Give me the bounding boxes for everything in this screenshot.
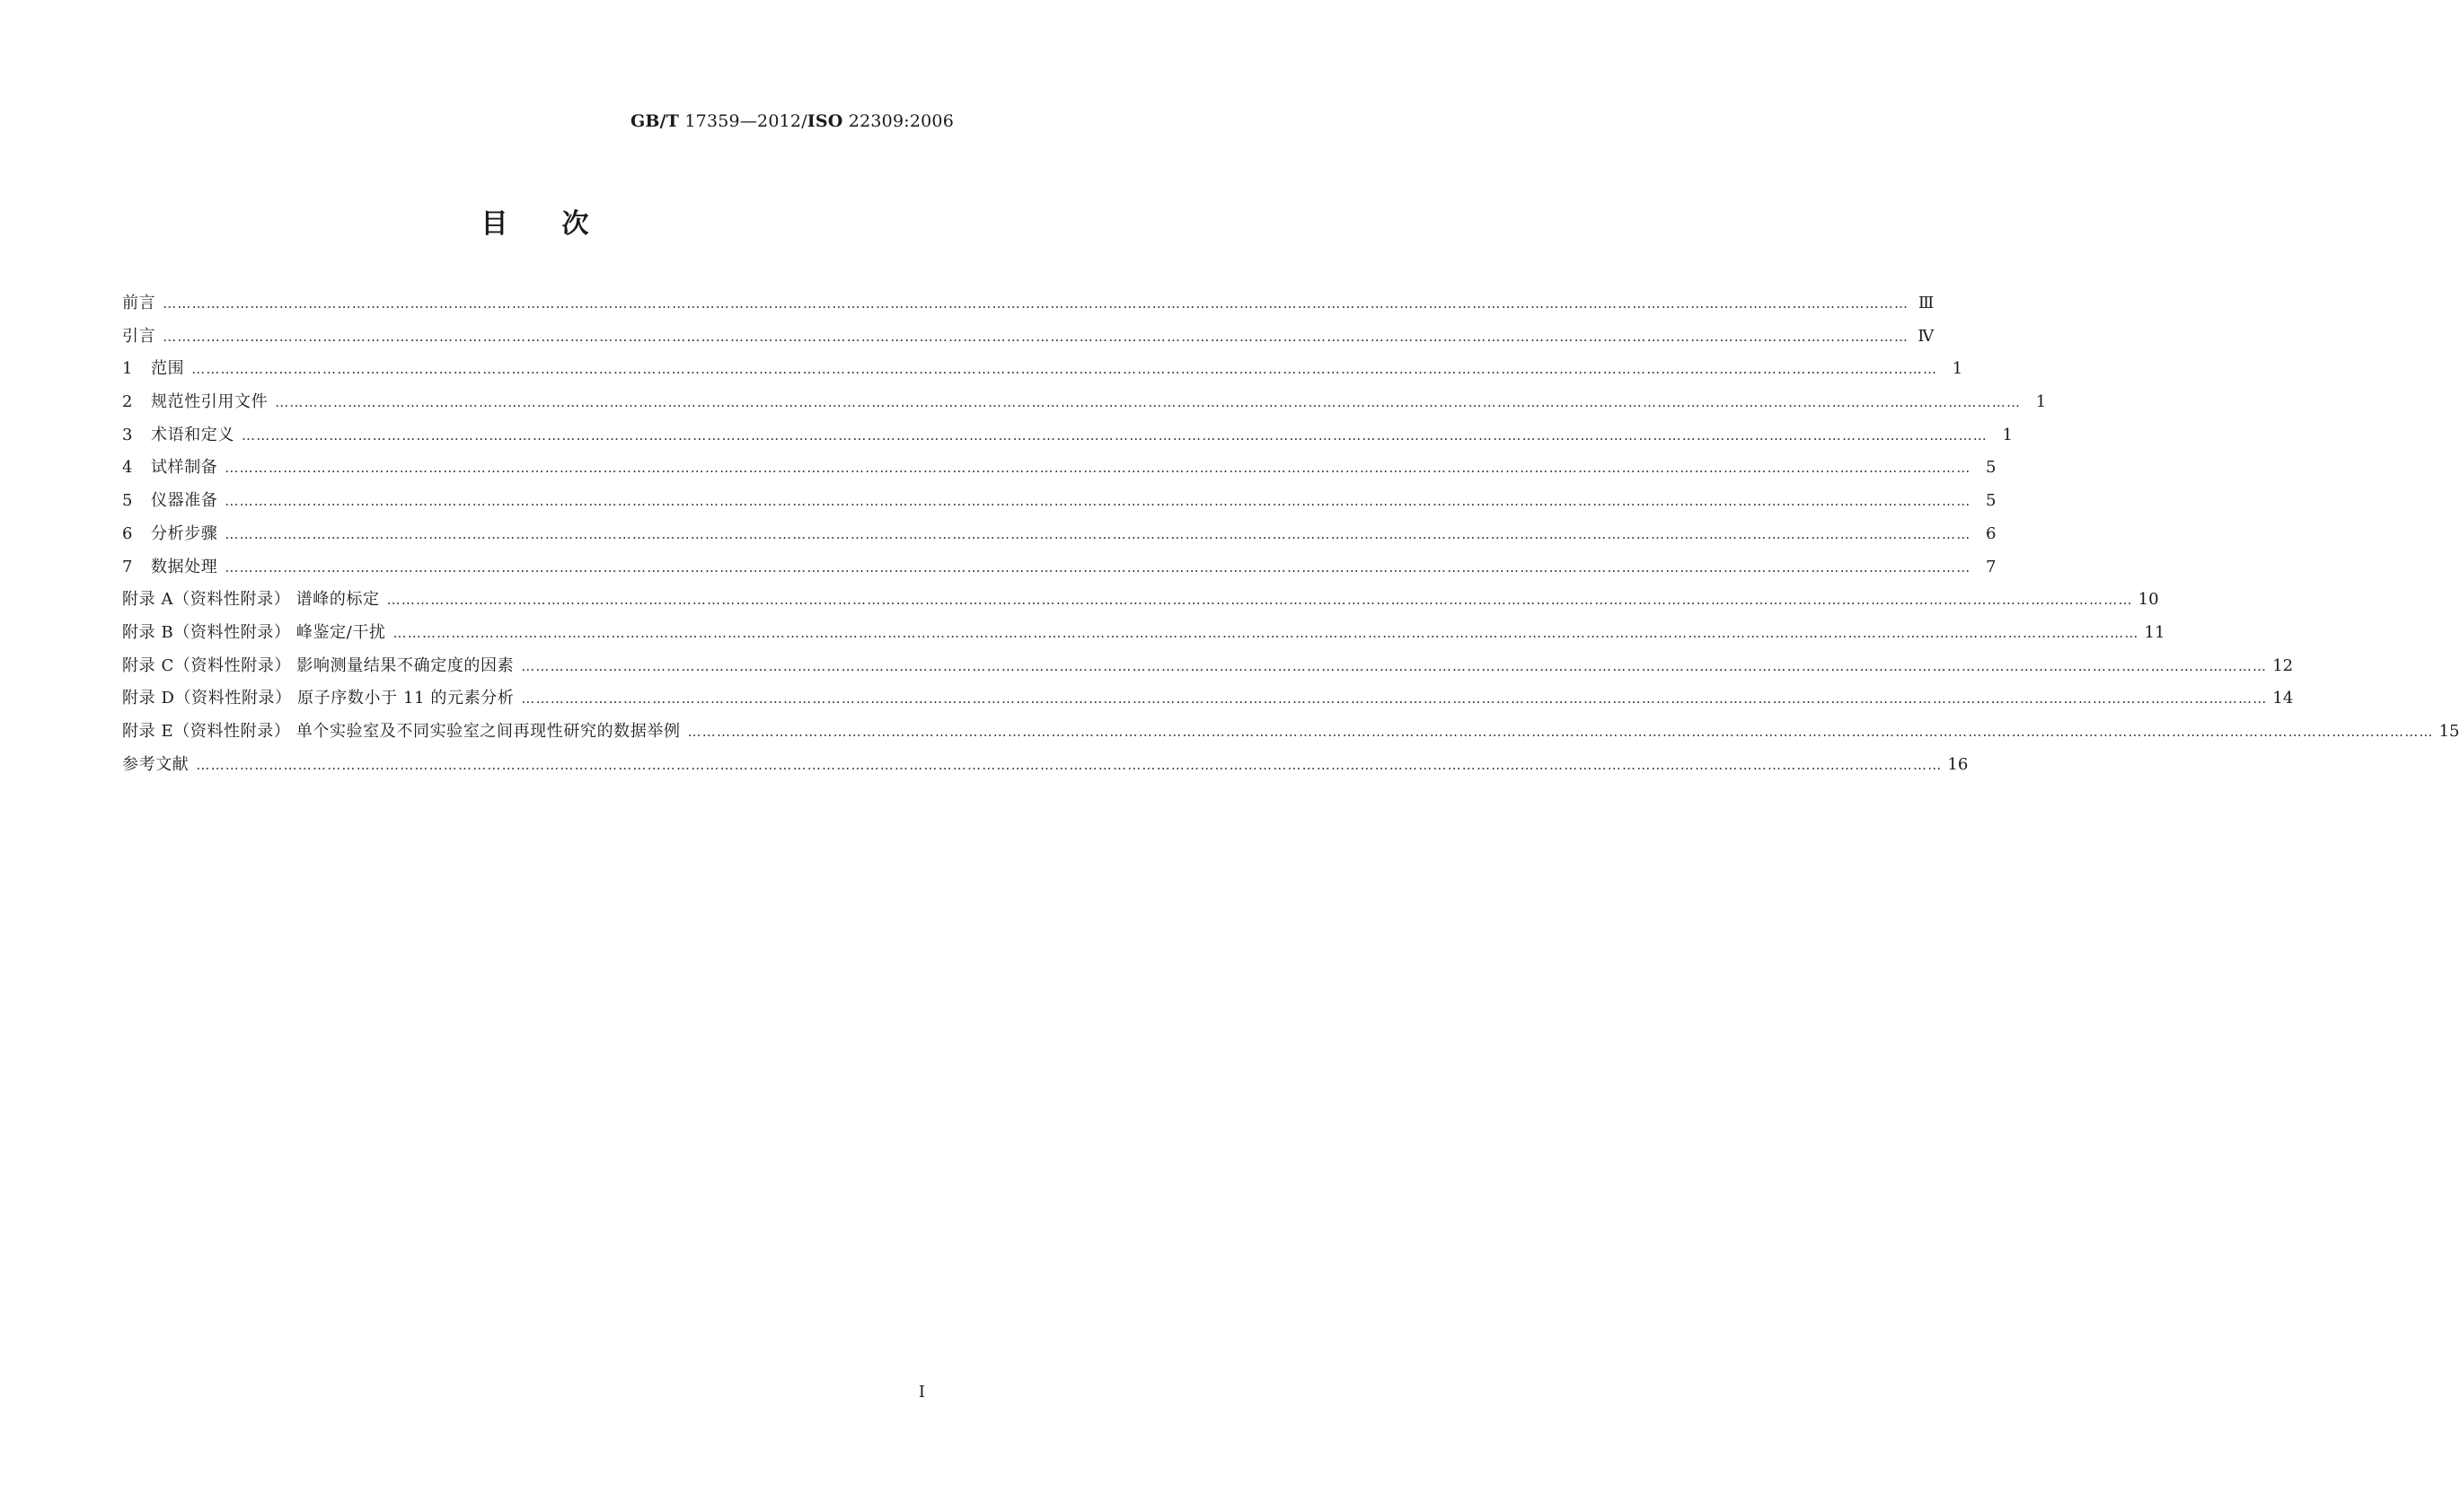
toc-entry-text: 术语和定义 (151, 425, 234, 444)
toc-dot-leader: ……………………………………………………………………………………………………………………………………………………………………………………………………………………………………………………………………………………………………………………………… (392, 624, 2139, 641)
toc-entry-label (122, 685, 514, 708)
toc-entry-label (122, 620, 386, 643)
toc-entry[interactable] (122, 389, 2047, 422)
standard-code-prefix: GB/T (630, 111, 680, 131)
toc-entry-page: 1 (1952, 359, 1963, 379)
toc-dot-leader: ……………………………………………………………………………………………………………………………………………………………………………………………………………………………………………………………………………………………………………………………… (163, 295, 1909, 312)
toc-entry-label (122, 521, 217, 544)
toc-entry-label (122, 454, 217, 478)
toc-entry-page: 1 (2002, 425, 2013, 444)
toc-entry[interactable] (122, 290, 1935, 323)
toc-entry[interactable] (122, 685, 2294, 718)
toc-entry[interactable] (122, 521, 1997, 554)
toc-entry-label (122, 488, 217, 511)
toc-entry-number: 2 (122, 392, 134, 412)
toc-entry-label (122, 323, 155, 347)
toc-entry-text: 附录 A（资料性附录） 谱峰的标定 (122, 590, 380, 610)
toc-entry-label (122, 586, 380, 610)
toc-entry-page: 12 (2272, 655, 2294, 675)
toc-entry-number: 4 (122, 458, 134, 478)
toc-entry-page: 5 (1985, 491, 1997, 511)
toc-entry-page: Ⅳ (1918, 326, 1935, 346)
toc-entry-text: 分析步骤 (151, 523, 218, 543)
toc-dot-leader: ……………………………………………………………………………………………………………………………………………………………………………………………………………………………………………………………………………………………………………………………… (275, 394, 2022, 411)
toc-entry-page: 16 (1947, 754, 1969, 774)
toc-dot-leader: ……………………………………………………………………………………………………………………………………………………………………………………………………………………………………………………………………………………………………………………………… (225, 558, 1971, 576)
toc-dot-leader: ……………………………………………………………………………………………………………………………………………………………………………………………………………………………………………………………………………………………………………………………… (521, 690, 2268, 708)
toc-entry-number: 3 (122, 425, 134, 444)
toc-entry[interactable] (122, 653, 2294, 686)
toc-entry-page: 6 (1985, 523, 1997, 543)
page-number: I (918, 1383, 925, 1402)
toc-entry[interactable] (122, 422, 2013, 455)
toc-entry-text: 附录 B（资料性附录） 峰鉴定/干扰 (122, 622, 386, 642)
standard-code-number: 17359—2012/ (679, 111, 807, 131)
toc-entry-text: 仪器准备 (151, 491, 218, 511)
toc-entry-label (122, 653, 514, 676)
toc-entry-text: 范围 (151, 359, 185, 379)
toc-dot-leader: ……………………………………………………………………………………………………………………………………………………………………………………………………………………………………………………………………………………………………………………………… (225, 493, 1971, 510)
toc-entry-label (122, 290, 155, 313)
toc-entry-page: 14 (2272, 689, 2294, 708)
toc-entry-page: 11 (2144, 622, 2165, 642)
iso-prefix: ISO (807, 111, 843, 131)
toc-dot-leader: ……………………………………………………………………………………………………………………………………………………………………………………………………………………………………………………………………………………………………………………………… (225, 525, 1971, 542)
title-char-2: 次 (561, 208, 589, 240)
toc-entry-page: 7 (1985, 557, 1997, 576)
toc-entry-page: 5 (1985, 458, 1997, 478)
toc-entry-text: 参考文献 (122, 754, 190, 774)
toc-entry-text: 规范性引用文件 (151, 392, 269, 412)
toc-dot-leader: ……………………………………………………………………………………………………………………………………………………………………………………………………………………………………………………………………………………………………………………………… (242, 426, 1988, 444)
toc-entry-text: 附录 C（资料性附录） 影响测量结果不确定度的因素 (122, 655, 515, 675)
toc-entry[interactable] (122, 356, 1963, 389)
toc-entry[interactable] (122, 718, 2460, 752)
toc-entry-text: 前言 (122, 294, 156, 312)
toc-dot-leader: ……………………………………………………………………………………………………………………………………………………………………………………………………………………………………………………………………………………………………………………………… (687, 723, 2434, 740)
table-of-contents (122, 290, 2460, 784)
toc-dot-leader: ……………………………………………………………………………………………………………………………………………………………………………………………………………………………………………………………………………………………………………………………… (225, 460, 1971, 477)
toc-entry-number: 6 (122, 523, 134, 543)
toc-entry-text: 数据处理 (151, 557, 218, 576)
toc-entry-text: 试样制备 (151, 458, 218, 478)
toc-entry-text: 附录 D（资料性附录） 原子序数小于 11 的元素分析 (122, 689, 515, 708)
toc-entry-label (122, 554, 217, 577)
toc-entry-page: 15 (2438, 721, 2460, 741)
toc-entry[interactable] (122, 323, 1935, 356)
toc-dot-leader: ……………………………………………………………………………………………………………………………………………………………………………………………………………………………………………………………………………………………………………………………… (386, 592, 2133, 609)
toc-entry[interactable] (122, 454, 1997, 488)
toc-entry[interactable] (122, 752, 1969, 785)
toc-entry-label (122, 752, 189, 775)
toc-entry-text: 引言 (122, 326, 156, 346)
toc-entry-page: Ⅲ (1918, 294, 1935, 312)
toc-entry[interactable] (122, 586, 2159, 620)
toc-entry[interactable] (122, 620, 2165, 653)
toc-entry-number: 7 (122, 557, 134, 576)
iso-number: 22309:2006 (842, 111, 954, 131)
toc-dot-leader: ……………………………………………………………………………………………………………………………………………………………………………………………………………………………………………………………………………………………………………………………… (521, 657, 2268, 674)
toc-entry-label (122, 389, 268, 412)
toc-entry-text: 附录 E（资料性附录） 单个实验室及不同实验室之间再现性研究的数据举例 (122, 721, 681, 741)
title-char-1: 目 (481, 208, 508, 240)
toc-entry-number: 5 (122, 491, 134, 511)
toc-entry-number: 1 (122, 359, 134, 379)
toc-entry-label (122, 356, 184, 379)
toc-entry-label (122, 422, 234, 445)
toc-entry-label (122, 718, 681, 742)
toc-dot-leader: ……………………………………………………………………………………………………………………………………………………………………………………………………………………………………………………………………………………………………………………………… (163, 328, 1909, 345)
toc-entry[interactable] (122, 554, 1997, 587)
page-title (0, 201, 1070, 241)
toc-dot-leader: ……………………………………………………………………………………………………………………………………………………………………………………………………………………………………………………………………………………………………………………………… (191, 361, 1938, 378)
toc-entry-page: 10 (2138, 590, 2159, 610)
toc-dot-leader: ……………………………………………………………………………………………………………………………………………………………………………………………………………………………………………………………………………………………………………………………… (196, 756, 1943, 773)
toc-entry-page: 1 (2035, 392, 2047, 412)
standard-code-header (630, 111, 954, 131)
toc-entry[interactable] (122, 488, 1997, 521)
